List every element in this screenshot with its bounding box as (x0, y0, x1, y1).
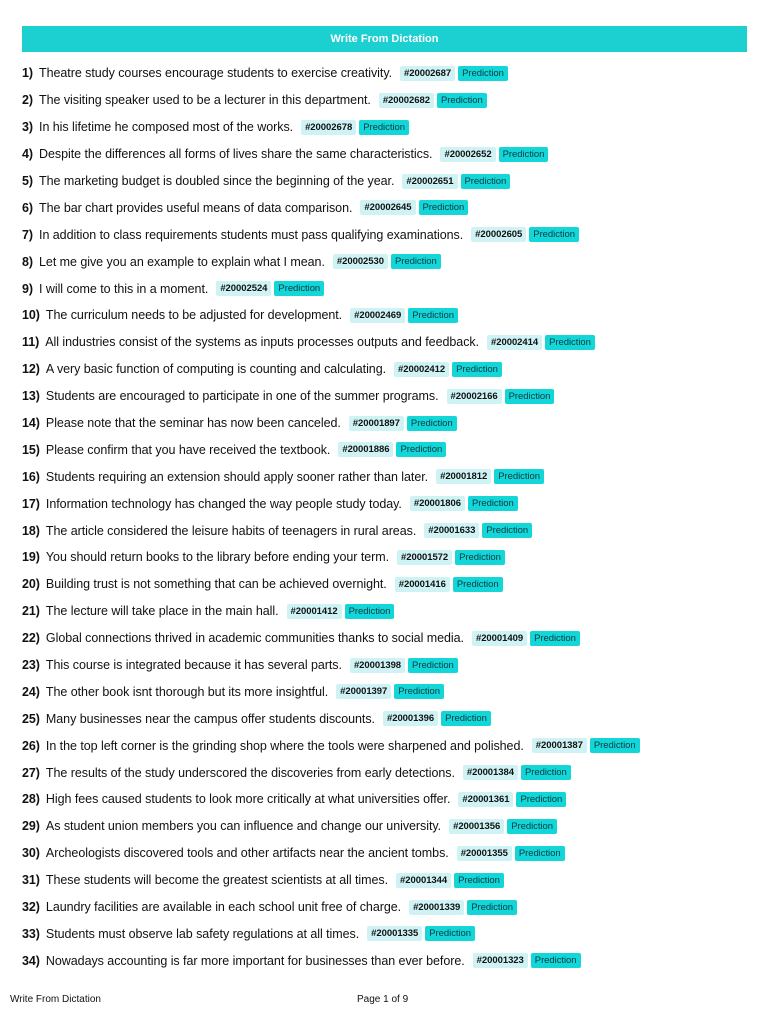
item-number: 31) (22, 873, 40, 888)
list-item (22, 87, 752, 114)
item-number: 12) (22, 362, 40, 377)
prediction-badge[interactable]: Prediction (516, 792, 566, 807)
question-id-tag[interactable]: #20002652 (440, 147, 495, 162)
item-sentence: The bar chart provides useful means of data comparison. (39, 200, 353, 215)
question-id-tag[interactable]: #20002412 (394, 362, 449, 377)
list-item (22, 329, 752, 356)
prediction-badge[interactable]: Prediction (529, 227, 579, 242)
item-sentence: The marketing budget is doubled since the beginning of the year. (39, 174, 395, 188)
prediction-badge[interactable]: Prediction (494, 469, 544, 484)
prediction-badge[interactable]: Prediction (531, 953, 581, 968)
list-item (22, 194, 752, 221)
question-id-tag[interactable]: #20002469 (350, 308, 405, 323)
sentence-list (22, 60, 752, 974)
item-number: 20) (22, 577, 40, 592)
list-item (22, 678, 752, 705)
question-id-tag[interactable]: #20002645 (360, 200, 415, 215)
item-sentence: Please note that the seminar has now been canceled. (45, 416, 341, 431)
item-number: 5) (22, 174, 34, 188)
list-item (22, 221, 752, 248)
item-number: 34) (22, 953, 40, 968)
question-id-tag[interactable]: #20002687 (400, 66, 455, 81)
header-title: Write From Dictation (330, 33, 439, 45)
list-item (22, 786, 752, 813)
item-number: 1) (22, 66, 34, 81)
list-item (22, 921, 752, 948)
list-item (22, 598, 752, 625)
item-number: 22) (22, 631, 40, 646)
item-sentence: Laundry facilities are available in each school unit free of charge. (45, 900, 402, 915)
item-number: 7) (22, 227, 34, 242)
item-sentence: Information technology has changed the way people study today. (45, 496, 402, 511)
question-id-tag[interactable]: #20002651 (402, 174, 457, 189)
page-number: Page 1 of 9 (357, 994, 409, 1005)
list-item (22, 894, 752, 921)
list-item (22, 114, 752, 141)
footer-title: Write From Dictation (10, 994, 101, 1005)
item-number: 11) (22, 335, 40, 350)
question-id-tag[interactable]: #20001355 (457, 846, 512, 861)
list-item (22, 571, 752, 598)
prediction-badge[interactable]: Prediction (408, 658, 458, 673)
item-number: 28) (22, 792, 40, 807)
question-id-tag[interactable]: #20001356 (449, 819, 504, 834)
prediction-badge[interactable]: Prediction (482, 523, 532, 538)
item-sentence: Building trust is not something that can be achieved overnight. (45, 577, 387, 592)
prediction-badge[interactable]: Prediction (455, 550, 505, 565)
prediction-badge[interactable]: Prediction (468, 496, 518, 511)
prediction-badge[interactable]: Prediction (419, 200, 469, 215)
question-id-tag[interactable]: #20001806 (410, 496, 465, 511)
list-item (22, 356, 752, 383)
prediction-badge[interactable]: Prediction (515, 846, 565, 861)
prediction-badge[interactable]: Prediction (425, 926, 475, 941)
list-item (22, 141, 752, 168)
item-sentence: These students will become the greatest scientists at all times. (45, 873, 389, 888)
item-number: 10) (22, 308, 40, 323)
list-item (22, 248, 752, 275)
item-number: 18) (22, 523, 40, 538)
item-sentence: High fees caused students to look more critically at what universities offer. (45, 792, 451, 807)
list-item (22, 544, 752, 571)
item-number: 3) (22, 120, 34, 135)
item-number: 24) (22, 684, 40, 699)
prediction-badge[interactable]: Prediction (545, 335, 595, 350)
prediction-badge[interactable]: Prediction (461, 174, 511, 189)
item-sentence: Theatre study courses encourage students to exercise creativity. (39, 66, 393, 81)
question-id-tag[interactable]: #20001323 (473, 953, 528, 968)
list-item (22, 410, 752, 437)
prediction-badge[interactable]: Prediction (530, 631, 580, 646)
prediction-badge[interactable]: Prediction (394, 684, 444, 699)
question-id-tag[interactable]: #20001339 (409, 900, 464, 915)
list-item (22, 813, 752, 840)
question-id-tag[interactable]: #20002605 (471, 227, 526, 242)
prediction-badge[interactable]: Prediction (407, 416, 457, 431)
prediction-badge[interactable]: Prediction (408, 308, 458, 323)
prediction-badge[interactable]: Prediction (274, 281, 324, 296)
prediction-badge[interactable]: Prediction (452, 362, 502, 377)
item-sentence: In addition to class requirements students must pass qualifying examinations. (39, 227, 464, 242)
list-item (22, 275, 752, 302)
item-sentence: All industries consist of the systems as inputs processes outputs and feedback. (45, 335, 480, 350)
list-item (22, 490, 752, 517)
prediction-badge[interactable]: Prediction (521, 765, 571, 780)
item-sentence: As student union members you can influence and change our university. (45, 819, 442, 834)
prediction-badge[interactable]: Prediction (454, 873, 504, 888)
item-number: 32) (22, 900, 40, 915)
question-id-tag[interactable]: #20001335 (367, 926, 422, 941)
list-item (22, 705, 752, 732)
item-sentence: Many businesses near the campus offer students discounts. (45, 711, 375, 726)
list-item (22, 517, 752, 544)
item-sentence: A very basic function of computing is counting and calculating. (45, 362, 387, 377)
list-item (22, 302, 752, 329)
list-item (22, 168, 752, 195)
item-sentence: In the top left corner is the grinding shop where the tools were sharpened and polished. (45, 738, 524, 753)
prediction-badge[interactable]: Prediction (458, 66, 508, 81)
question-id-tag[interactable]: #20001412 (287, 604, 342, 619)
list-item (22, 463, 752, 490)
prediction-badge[interactable]: Prediction (507, 819, 557, 834)
item-number: 6) (22, 200, 34, 215)
item-number: 4) (22, 147, 34, 162)
prediction-badge[interactable]: Prediction (590, 738, 640, 753)
item-sentence: Nowadays accounting is far more important for businesses than ever before. (45, 953, 465, 968)
prediction-badge[interactable]: Prediction (345, 604, 395, 619)
prediction-badge[interactable]: Prediction (391, 254, 441, 269)
item-sentence: The article considered the leisure habits of teenagers in rural areas. (45, 523, 417, 538)
prediction-badge[interactable]: Prediction (359, 120, 409, 135)
list-item (22, 625, 752, 652)
question-id-tag[interactable]: #20002166 (447, 389, 502, 404)
question-id-tag[interactable]: #20002414 (487, 335, 542, 350)
item-number: 25) (22, 711, 40, 726)
item-number: 23) (22, 658, 40, 673)
question-id-tag[interactable]: #20001633 (424, 523, 479, 538)
question-id-tag[interactable]: #20001398 (350, 658, 405, 673)
question-id-tag[interactable]: #20001344 (396, 873, 451, 888)
item-sentence: Let me give you an example to explain what I mean. (39, 254, 325, 269)
prediction-badge[interactable]: Prediction (437, 93, 487, 108)
item-sentence: Global connections thrived in academic communities thanks to social media. (45, 631, 464, 646)
item-sentence: The results of the study underscored the discoveries from early detections. (45, 765, 455, 780)
item-number: 17) (22, 496, 40, 511)
list-item (22, 60, 752, 87)
item-sentence: Students must observe lab safety regulations at all times. (45, 926, 360, 941)
question-id-tag[interactable]: #20001397 (336, 684, 391, 699)
item-sentence: The other book isnt thorough but its more insightful. (45, 684, 329, 699)
question-id-tag[interactable]: #20002678 (301, 120, 356, 135)
item-number: 26) (22, 738, 40, 753)
prediction-badge[interactable]: Prediction (396, 442, 446, 457)
list-item (22, 947, 752, 974)
item-sentence: Students requiring an extension should apply sooner rather than later. (45, 469, 429, 484)
item-number: 2) (22, 93, 34, 108)
item-number: 14) (22, 416, 40, 431)
item-number: 13) (22, 389, 40, 404)
item-number: 19) (22, 550, 40, 565)
question-id-tag[interactable]: #20001897 (349, 416, 404, 431)
prediction-badge[interactable]: Prediction (467, 900, 517, 915)
list-item (22, 383, 752, 410)
item-sentence: I will come to this in a moment. (39, 281, 209, 296)
item-sentence: Despite the differences all forms of lives share the same characteristics. (39, 147, 433, 162)
item-sentence: Please confirm that you have received the textbook. (45, 442, 331, 457)
item-number: 16) (22, 469, 40, 484)
list-item (22, 759, 752, 786)
prediction-badge[interactable]: Prediction (505, 389, 555, 404)
item-sentence: Students are encouraged to participate in one of the summer programs. (45, 389, 439, 404)
item-number: 9) (22, 281, 34, 296)
question-id-tag[interactable]: #20002682 (379, 93, 434, 108)
item-sentence: The lecture will take place in the main hall. (45, 604, 279, 619)
list-item (22, 867, 752, 894)
document-header (22, 26, 747, 52)
list-item (22, 652, 752, 679)
item-number: 8) (22, 254, 34, 269)
question-id-tag[interactable]: #20001361 (458, 792, 513, 807)
prediction-badge[interactable]: Prediction (499, 147, 549, 162)
question-id-tag[interactable]: #20001384 (463, 765, 518, 780)
item-sentence: The visiting speaker used to be a lecturer in this department. (39, 93, 371, 108)
question-id-tag[interactable]: #20001572 (397, 550, 452, 565)
question-id-tag[interactable]: #20001409 (472, 631, 527, 646)
question-id-tag[interactable]: #20001416 (395, 577, 450, 592)
item-number: 15) (22, 442, 40, 457)
item-number: 29) (22, 819, 40, 834)
item-sentence: The curriculum needs to be adjusted for development. (45, 308, 343, 323)
item-number: 33) (22, 926, 40, 941)
list-item (22, 732, 752, 759)
question-id-tag[interactable]: #20001812 (436, 469, 491, 484)
question-id-tag[interactable]: #20002530 (333, 254, 388, 269)
item-sentence: In his lifetime he composed most of the works. (39, 120, 294, 135)
list-item (22, 436, 752, 463)
question-id-tag[interactable]: #20001396 (383, 711, 438, 726)
item-sentence: This course is integrated because it has several parts. (45, 658, 342, 673)
question-id-tag[interactable]: #20002524 (216, 281, 271, 296)
item-sentence: Archeologists discovered tools and other artifacts near the ancient tombs. (45, 846, 449, 861)
item-number: 30) (22, 846, 40, 861)
list-item (22, 840, 752, 867)
question-id-tag[interactable]: #20001387 (532, 738, 587, 753)
prediction-badge[interactable]: Prediction (453, 577, 503, 592)
item-number: 27) (22, 765, 40, 780)
prediction-badge[interactable]: Prediction (441, 711, 491, 726)
item-sentence: You should return books to the library before ending your term. (45, 550, 390, 565)
question-id-tag[interactable]: #20001886 (338, 442, 393, 457)
item-number: 21) (22, 604, 40, 619)
